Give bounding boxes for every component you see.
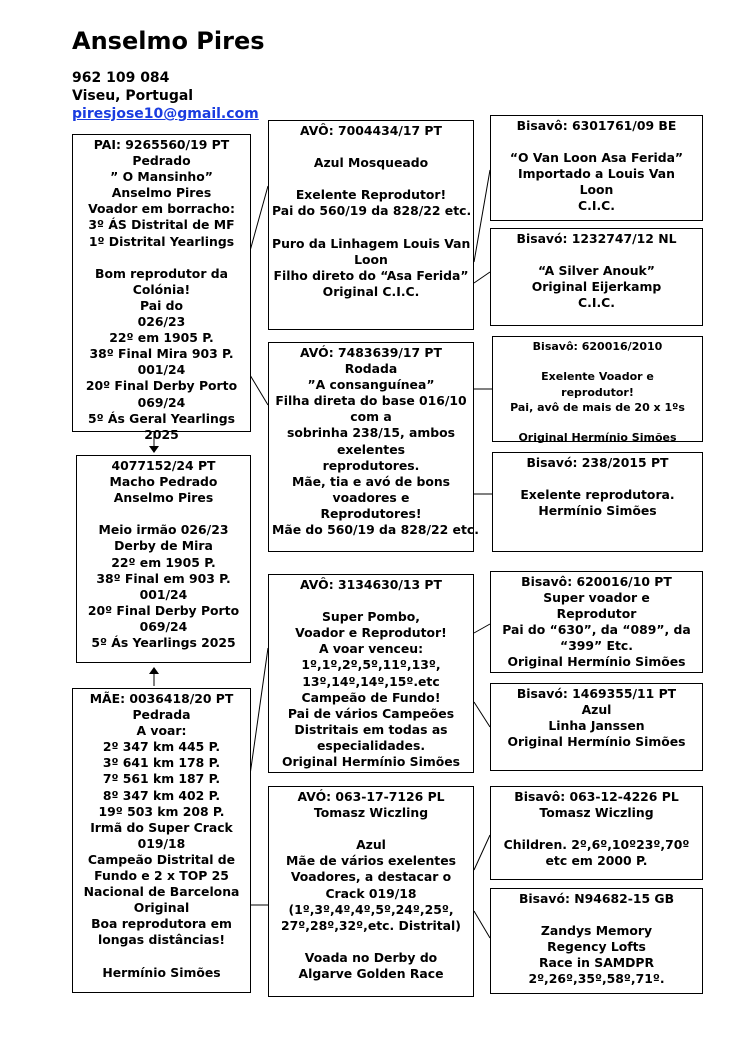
connector-avo-bisavo xyxy=(474,911,490,938)
card-line xyxy=(494,247,699,263)
card-line: Exelente Voador e xyxy=(541,370,654,384)
card-line: MÃE: 0036418/20 PT xyxy=(89,691,234,706)
card-line: Mãe do 560/19 da 828/22 etc. xyxy=(272,522,479,538)
card-line xyxy=(272,934,470,950)
card-line: Distritais em todas as xyxy=(294,721,448,737)
card-line: Bisavó: 238/2015 PT xyxy=(526,455,669,470)
card-line: Bisavó: N94682-15 GB xyxy=(518,891,675,906)
card-line: Anselmo Pires xyxy=(111,185,212,201)
card-line: Colónia! xyxy=(132,281,191,297)
card-line xyxy=(272,593,470,609)
card-line: Original Hermínio Simões xyxy=(518,431,677,445)
card-line: Linha Janssen xyxy=(548,718,645,734)
paternal-grandfather-card xyxy=(268,120,474,330)
card-line: “A Silver Anouk” xyxy=(538,263,655,279)
card-line: Voadores, a destacar o xyxy=(290,869,452,885)
card-line: Irmã do Super Crack xyxy=(90,819,233,835)
card-line: Campeão Distrital de xyxy=(87,851,236,867)
card-line: voadores e xyxy=(332,489,410,505)
great-grandparent-card xyxy=(490,115,703,221)
card-line: AVÔ: 3134630/13 PT xyxy=(300,577,442,592)
arrow-up-icon xyxy=(149,667,159,674)
card-line: 22º em 1905 P. xyxy=(111,554,216,570)
card-line: Azul xyxy=(581,702,612,718)
card-line: Boa reprodutora em xyxy=(91,916,232,932)
card-line: Super voador e xyxy=(543,590,650,606)
card-line: 019/18 xyxy=(137,835,186,851)
card-line: C.I.C. xyxy=(578,295,615,311)
card-line: Pai, avô de mais de 20 x 1ºs xyxy=(510,400,685,414)
card-line xyxy=(496,471,699,487)
card-line: Puro da Linhagem Louis Van xyxy=(272,235,471,251)
connector-avo-bisavo xyxy=(474,702,490,727)
card-line: Pai do xyxy=(139,297,184,313)
card-line: Bisavó: 1232747/12 NL xyxy=(516,231,677,246)
card-line: Tomasz Wiczling xyxy=(313,805,429,821)
card-line: 19º 503 km 208 P. xyxy=(98,803,225,819)
card-line: 001/24 xyxy=(139,586,188,602)
card-line: A voar: xyxy=(136,723,187,739)
card-line: 20º Final Derby Porto xyxy=(85,378,238,394)
card-line xyxy=(76,250,247,266)
card-line: Anselmo Pires xyxy=(113,490,214,506)
card-line: Children. 2º,6º,10º23º,70º xyxy=(503,837,690,853)
card-line: 3º 641 km 178 P. xyxy=(102,755,221,771)
card-line: Voada no Derby do xyxy=(304,949,438,965)
card-line: longas distâncias! xyxy=(97,932,226,948)
card-line xyxy=(494,907,699,923)
card-line: Macho Pedrado xyxy=(109,474,218,490)
card-line: Pai do 560/19 da 828/22 etc. xyxy=(272,203,472,219)
father-card xyxy=(72,134,251,442)
connector-pai-avo xyxy=(250,186,268,251)
card-line xyxy=(494,821,699,837)
maternal-grandfather-card xyxy=(268,574,474,773)
card-line: Bisavô: 6301761/09 BE xyxy=(516,118,677,133)
card-line: Original Eijerkamp xyxy=(531,279,662,295)
owner-name: Anselmo Pires xyxy=(72,27,265,55)
great-grandparent-card xyxy=(490,571,703,673)
card-line: Zandys Memory xyxy=(540,923,653,939)
card-line: PAI: 9265560/19 PT xyxy=(93,137,230,152)
card-line: 1º Distrital Yearlings xyxy=(88,233,235,249)
subject-pigeon-card xyxy=(76,455,251,663)
great-grandparent-card xyxy=(490,888,703,994)
card-line: ”A consanguínea” xyxy=(307,377,435,393)
card-line: 069/24 xyxy=(137,394,186,410)
card-line: Loon xyxy=(354,251,388,267)
connector-avo-bisavo xyxy=(474,835,490,870)
card-line: 20º Final Derby Porto xyxy=(87,602,240,618)
card-line: Mãe de vários exelentes xyxy=(286,853,456,869)
connector-avo-bisavo xyxy=(474,170,490,262)
card-line: Nacional de Barcelona xyxy=(83,884,240,900)
card-line: 27º,28º,32º,etc. Distrital) xyxy=(281,917,461,933)
card-line: Campeão de Fundo! xyxy=(301,689,441,705)
card-line: 38º Final em 903 P. xyxy=(96,570,231,586)
card-line: A voar venceu: xyxy=(318,641,424,657)
card-line: 1º,1º,2º,5º,11º,13º, xyxy=(301,657,441,673)
card-line: (1º,3º,4º,4º,5º,24º,25º, xyxy=(288,901,454,917)
card-line: Pedrada xyxy=(132,707,191,723)
card-line: 4077152/24 PT xyxy=(111,458,216,473)
great-grandparent-card xyxy=(490,683,703,771)
card-line: 2º 347 km 445 P. xyxy=(102,739,221,755)
card-line: 22º em 1905 P. xyxy=(109,330,214,346)
card-line: Bisavó: 1469355/11 PT xyxy=(516,686,677,701)
card-line: 8º 347 km 402 P. xyxy=(102,787,221,803)
card-line: Exelente reprodutora. xyxy=(520,487,675,503)
card-line: Original Hermínio Simões xyxy=(507,734,686,750)
card-line xyxy=(272,171,470,187)
card-line: Bisavô: 063-12-4226 PL xyxy=(514,789,679,804)
card-line: Azul xyxy=(356,837,386,853)
card-line xyxy=(272,821,470,837)
card-line: etc em 2000 P. xyxy=(545,853,648,869)
card-line: Pai do “630”, da “089”, da xyxy=(502,622,691,638)
connector-mae-avo xyxy=(250,648,268,775)
great-grandparent-card xyxy=(492,336,703,445)
maternal-grandmother-card xyxy=(268,786,474,997)
card-line: Loon xyxy=(579,182,614,198)
card-line: “O Van Loon Asa Ferida” xyxy=(509,150,684,166)
paternal-grandmother-card xyxy=(268,342,479,552)
card-line: reprodutores. xyxy=(322,457,420,473)
arrow-down-icon xyxy=(149,446,159,453)
card-line: Tomasz Wiczling xyxy=(539,805,654,821)
card-line: Reprodutor xyxy=(556,606,637,622)
card-line: Importado a Louis Van xyxy=(518,166,675,182)
card-line: Exelente Reprodutor! xyxy=(295,187,447,203)
card-line: Bisavô: 620016/10 PT xyxy=(521,574,672,589)
card-line: C.I.C. xyxy=(578,198,615,214)
card-line: Original xyxy=(133,900,190,916)
card-line xyxy=(496,415,699,430)
card-line: 001/24 xyxy=(137,362,186,378)
card-line: Original Hermínio Simões xyxy=(281,754,461,770)
card-line: Fundo e 2 x TOP 25 xyxy=(94,868,229,884)
card-line: 7º 561 km 187 P. xyxy=(102,771,221,787)
card-line: Crack 019/18 xyxy=(325,885,417,901)
connector-avo-bisavo xyxy=(474,272,490,283)
card-line: ” O Mansinho” xyxy=(110,169,213,185)
card-line: Filho direto do “Asa Ferida” xyxy=(273,267,469,283)
great-grandparent-card xyxy=(490,228,703,326)
card-line: 5º Ás Geral Yearlings xyxy=(87,410,236,426)
card-line: 13º,14º,14º,15º.etc xyxy=(302,673,440,689)
card-line: Hermínio Simões xyxy=(538,503,657,519)
card-line: 38º Final Mira 903 P. xyxy=(89,346,234,362)
card-line: Regency Lofts xyxy=(547,939,646,955)
card-line: sobrinha 238/15, ambos xyxy=(286,425,456,441)
card-line xyxy=(494,134,699,150)
card-line: Voador e Reprodutor! xyxy=(295,625,447,641)
card-line: especialidades. xyxy=(316,737,426,753)
card-line: AVÔ: 7004434/17 PT xyxy=(300,123,442,138)
great-grandparent-card xyxy=(490,786,703,880)
owner-phone: 962 109 084 xyxy=(72,70,170,86)
card-line xyxy=(80,506,247,522)
owner-email-link[interactable]: piresjose10@gmail.com xyxy=(72,106,259,122)
card-line: Azul Mosqueado xyxy=(313,155,429,171)
card-line: Algarve Golden Race xyxy=(298,966,444,982)
card-line: Voador em borracho: xyxy=(88,201,235,217)
card-line: com a xyxy=(350,409,392,425)
card-line: Original C.I.C. xyxy=(322,283,420,299)
card-line: “399” Etc. xyxy=(560,638,633,654)
card-line: Rodada xyxy=(344,361,398,377)
card-line: Filha direta do base 016/10 xyxy=(275,393,467,409)
card-line: Pedrado xyxy=(132,153,191,169)
card-line: Meio irmão 026/23 xyxy=(98,522,229,538)
owner-location: Viseu, Portugal xyxy=(72,88,194,104)
card-line: 5º Ás Yearlings 2025 xyxy=(91,635,236,651)
card-line: reprodutor! xyxy=(561,385,634,399)
card-line: 026/23 xyxy=(137,314,186,330)
card-line xyxy=(272,220,470,236)
connector-avo-bisavo xyxy=(474,624,490,633)
card-line xyxy=(76,949,247,965)
card-line: Original Hermínio Simões xyxy=(507,654,686,670)
card-line: AVÓ: 7483639/17 PT xyxy=(300,345,442,360)
card-line: Pai de vários Campeões xyxy=(287,705,455,721)
card-line: 2º,26º,35º,58º,71º. xyxy=(528,971,665,987)
card-line: Derby de Mira xyxy=(114,538,213,554)
card-line: 2025 xyxy=(144,426,179,442)
card-line: Super Pombo, xyxy=(321,609,421,625)
mother-card xyxy=(72,688,251,993)
card-line: 069/24 xyxy=(139,618,188,634)
great-grandparent-card xyxy=(492,452,703,552)
connector-pai-avo xyxy=(250,375,268,405)
card-line: 3º ÁS Distrital de MF xyxy=(88,217,235,233)
card-line: Hermínio Simões xyxy=(102,964,221,980)
card-line xyxy=(496,354,699,369)
card-line: Bom reprodutor da xyxy=(95,265,228,281)
card-line xyxy=(272,139,470,155)
card-line: Bisavô: 620016/2010 xyxy=(532,340,663,353)
card-line: AVÓ: 063-17-7126 PL xyxy=(297,789,445,804)
card-line: Reprodutores! xyxy=(320,505,422,521)
card-line: Mãe, tia e avó de bons xyxy=(291,473,451,489)
card-line: exelentes xyxy=(337,441,405,457)
card-line: Race in SAMDPR xyxy=(538,955,655,971)
